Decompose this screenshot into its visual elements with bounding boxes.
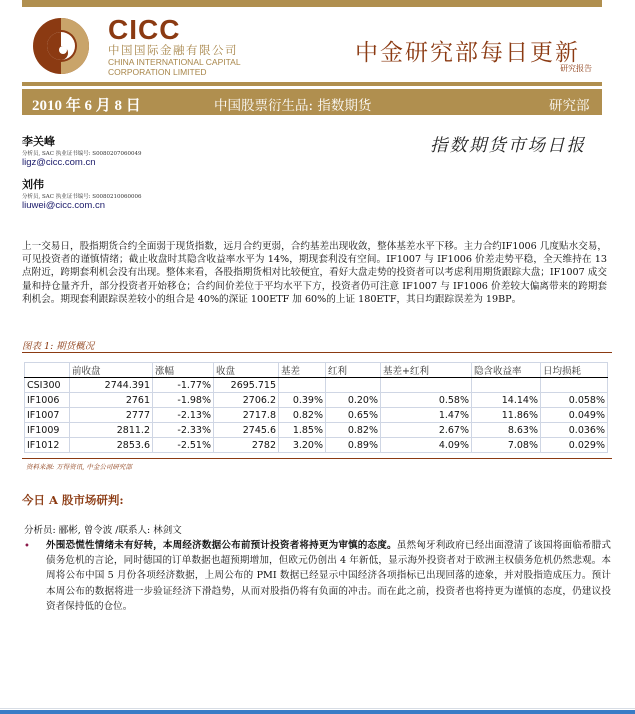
table-row [25, 438, 608, 453]
figure-title: 图表 1: 期货概况 [22, 341, 95, 352]
cell: 8.63% [472, 423, 541, 438]
cell: 0.029% [541, 438, 608, 453]
bullet-icon: • [24, 541, 30, 552]
table-row [25, 393, 608, 408]
analyst-name: 刘伟 [22, 178, 44, 191]
analyst-email[interactable]: liuwei@cicc.com.cn [22, 200, 106, 211]
cell: -1.98% [153, 393, 214, 408]
section-authors: 分析员: 郦彬, 曾令波 /联系人: 林剑文 [24, 525, 182, 536]
table-header-row [25, 363, 608, 378]
col-header: 涨幅 [153, 363, 214, 378]
cell: 0.049% [541, 408, 608, 423]
cell [326, 378, 381, 393]
report-title: 指数期货市场日报 [430, 136, 586, 156]
cell: -1.77% [153, 378, 214, 393]
cell: 2695.715 [214, 378, 279, 393]
cell [541, 378, 608, 393]
table-row [25, 423, 608, 438]
cell: 2777 [70, 408, 153, 423]
logo-name-en-1: CHINA INTERNATIONAL CAPITAL [108, 57, 241, 67]
cell: 0.82% [279, 408, 326, 423]
cell: 7.08% [472, 438, 541, 453]
cell: IF1009 [25, 423, 70, 438]
date-band [22, 89, 602, 115]
cell: 0.65% [326, 408, 381, 423]
cell: 2761 [70, 393, 153, 408]
col-header: 红利 [326, 363, 381, 378]
cell: -2.13% [153, 408, 214, 423]
cell: 0.89% [326, 438, 381, 453]
analyst-1 [22, 133, 142, 168]
col-header: 日均损耗 [541, 363, 608, 378]
market-bullet-paragraph [46, 538, 611, 614]
analyst-cert: 分析员, SAC 执业证书编号: S0080207060049 [22, 151, 142, 157]
analyst-2 [22, 176, 142, 211]
cell: 2744.391 [70, 378, 153, 393]
cell: IF1007 [25, 408, 70, 423]
logo-name-en-2: CORPORATION LIMITED [108, 67, 207, 77]
table-row [25, 408, 608, 423]
cell [381, 378, 472, 393]
col-header: 前收盘 [70, 363, 153, 378]
col-header [25, 363, 70, 378]
cell: 2706.2 [214, 393, 279, 408]
top-divider [22, 0, 602, 7]
analyst-email[interactable]: ligz@cicc.com.cn [22, 157, 96, 168]
cell: 0.58% [381, 393, 472, 408]
analyst-name: 李关峰 [22, 135, 55, 148]
cell: CSI300 [25, 378, 70, 393]
cell: 2811.2 [70, 423, 153, 438]
cell: -2.51% [153, 438, 214, 453]
col-header: 基差+红利 [381, 363, 472, 378]
cell: 2.67% [381, 423, 472, 438]
cicc-logo-icon [32, 17, 90, 75]
header-divider [22, 82, 602, 86]
analyst-cert: 分析员, SAC 执业证书编号: S0080210060006 [22, 194, 142, 200]
cell: IF1012 [25, 438, 70, 453]
cell: 2717.8 [214, 408, 279, 423]
col-header: 隐含收益率 [472, 363, 541, 378]
bullet-body: 虽然匈牙利政府已经出面澄清了该国将面临希腊式债务危机的言论，同时德国的订单数据也超预期增加，但欧元仍创出 4 年新低，显示海外投资者对于欧洲主权债务危机仍然悲观。本周将公布中国 5 月份各项经济数据，上周公布的 PMI 数据已经显示中国经济各项指标已出现回落的迹象，并对股指造成压力。预计本周公布的数据将进一步验证经济下滑趋势，从而对股指仍将有负面的冲击。而在此之前，投资者也将持更为谨慎的态度，仍建议投资者保持低的仓位。 [46, 540, 612, 612]
cell: 0.20% [326, 393, 381, 408]
cell: 0.82% [326, 423, 381, 438]
cell: 0.39% [279, 393, 326, 408]
window-bottom-bar [0, 710, 635, 714]
col-header: 收盘 [214, 363, 279, 378]
cell: 1.47% [381, 408, 472, 423]
futures-table [24, 362, 608, 453]
cell: 2782 [214, 438, 279, 453]
cell: 4.09% [381, 438, 472, 453]
cell: 1.85% [279, 423, 326, 438]
cell: 0.036% [541, 423, 608, 438]
source-rule [22, 458, 612, 459]
cell [279, 378, 326, 393]
logo-name-cn: 中国国际金融有限公司 [108, 43, 238, 57]
figure-source: 资料来源: 万得资讯, 中金公司研究部 [26, 463, 132, 471]
cell [472, 378, 541, 393]
cell: -2.33% [153, 423, 214, 438]
report-date: 2010 年 6 月 8 日 [32, 98, 141, 114]
cell: 2745.6 [214, 423, 279, 438]
table-row [25, 378, 608, 393]
bullet-lead: 外围恐慌性情绪未有好转，本周经济数据公布前预计投资者将持更为审慎的态度。 [46, 540, 397, 551]
cell: 2853.6 [70, 438, 153, 453]
col-header: 基差 [279, 363, 326, 378]
figure-rule [22, 352, 612, 353]
window-border [0, 708, 635, 709]
logo-brand: CICC [108, 14, 181, 45]
report-topic: 中国股票衍生品: 指数期货 [214, 98, 372, 114]
cell: 0.058% [541, 393, 608, 408]
department: 研究部 [549, 98, 590, 114]
publication-title: 中金研究部每日更新 [355, 40, 580, 66]
cell: IF1006 [25, 393, 70, 408]
cell: 3.20% [279, 438, 326, 453]
cell: 14.14% [472, 393, 541, 408]
publication-subtitle: 研究报告 [560, 64, 592, 73]
cell: 11.86% [472, 408, 541, 423]
summary-paragraph: 上一交易日，股指期货合约全面弱于现货指数，远月合约更弱，合约基差出现收敛，整体基差水平下移。主力合约IF1006 几度贴水交易，可见投资者的谨慎情绪；截止收盘时其隐含收益率水平为 14%，期现套利没有空间。IF1007 与 IF1006 价差走势平稳，全天维持在 13 点附近，跨期套利机会没有出现。整体来看，各股指期货相对比较便宜，看好大盘走势的投资者可以考虑利用期货跟踪大盘；IF1007 成交量和持仓量齐升，部分投资者开始移仓；合约间价差位于平均水平下方，投资者仍可注意 IF1007 与 IF1006 价差较大偏离带来的跨期套利机会。期现套利跟踪误差较小的组合是 40%的深证 100ETF 加 60%的上证 180ETF，其日均跟踪误差为 19BP。 [22, 241, 607, 305]
section-heading: 今日 A 股市场研判: [22, 493, 124, 507]
